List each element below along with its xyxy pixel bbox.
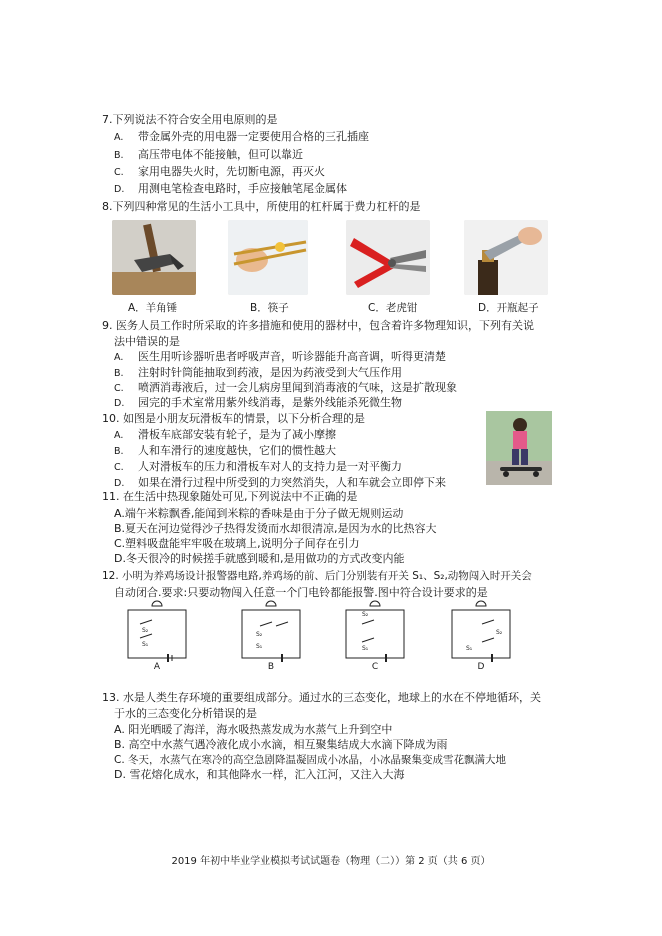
- scooter-child-image: [486, 411, 552, 485]
- q7-option-c: C. 家用电器失火时，先切断电源，再灭火: [114, 165, 325, 178]
- q11-option-a: A.端午米粽飘香,能闻到米粽的香味是由于分子做无规则运动: [114, 507, 404, 520]
- q8-caption-b: B．筷子: [250, 302, 289, 314]
- q11-option-c: C.塑料吸盘能牢牢吸在玻璃上,说明分子间存在引力: [114, 537, 360, 550]
- q10-stem: 10. 如图是小朋友玩滑板车的情景，以下分析合理的是: [102, 412, 365, 425]
- q12-stem-line1: 12. 小明为养鸡场设计报警器电路,养鸡场的前、后门分别装有开关 S₁、S₂,动物闯入时开关会: [102, 570, 532, 582]
- circuit-b-s2: S₂: [256, 631, 263, 638]
- circuit-a-s1: S₁: [142, 641, 149, 648]
- circuit-d-label: D: [477, 662, 485, 672]
- page-footer: 2019 年初中毕业学业模拟考试试题卷（物理（二））第 2 页（共 6 页）: [171, 856, 491, 867]
- circuit-a-label: A: [153, 662, 161, 672]
- q9-option-b: B. 注射时针筒能抽取到药液，是因为药液受到大气压作用: [114, 366, 402, 379]
- circuit-c-s2: S₂: [362, 611, 369, 618]
- q10-option-b: B. 人和车滑行的速度越快，它们的惯性越大: [114, 444, 336, 457]
- circuit-b: [236, 600, 306, 678]
- q11-stem: 11. 在生活中热现象随处可见,下列说法中不正确的是: [102, 490, 358, 503]
- q7-option-a: A. 带金属外壳的用电器一定要使用合格的三孔插座: [114, 130, 369, 143]
- q9-option-d: D. 园完的手术室常用紫外线消毒，是紫外线能杀死微生物: [114, 396, 402, 409]
- q13-option-d: D. 雪花熔化成水，和其他降水一样，汇入江河，又注入大海: [114, 768, 405, 781]
- circuit-b-label: B: [267, 662, 275, 672]
- circuit-b-s1: S₁: [256, 643, 263, 650]
- q12-stem-line2: 自动闭合.要求:只要动物闯入任意一个门电铃都能报警.图中符合设计要求的是: [114, 586, 488, 599]
- circuit-a-s2: S₂: [142, 627, 149, 634]
- circuit-d-s1: S₁: [466, 645, 473, 652]
- q13-option-c: C. 冬天，水蒸气在寒冷的高空急剧降温凝固成小冰晶，小冰晶聚集变成雪花飘满大地: [114, 754, 507, 766]
- chopsticks-image: [228, 220, 308, 295]
- q7-option-d: D. 用测电笔检查电路时，手应接触笔尾金属体: [114, 182, 347, 195]
- q10-option-d: D. 如果在滑行过程中所受到的力突然消失，人和车就会立即停下来: [114, 476, 446, 489]
- q11-option-b: B.夏天在河边觉得沙子热得发烫而水却很清凉,是因为水的比热容大: [114, 522, 437, 535]
- q8-stem: 8.下列四种常见的生活小工具中，所使用的杠杆属于费力杠杆的是: [102, 200, 421, 213]
- circuit-c-label: C: [371, 662, 379, 672]
- bottle-opener-image: [464, 220, 548, 295]
- q7-option-b: B. 高压带电体不能接触，但可以靠近: [114, 148, 303, 161]
- circuit-d-s2: S₂: [496, 629, 503, 636]
- q10-option-a: A. 滑板车底部安装有轮子，是为了减小摩擦: [114, 428, 336, 441]
- q13-stem-line2: 于水的三态变化分析错误的是: [114, 707, 257, 720]
- q10-option-c: C. 人对滑板车的压力和滑板车对人的支持力是一对平衡力: [114, 460, 402, 473]
- circuit-c-s1: S₁: [362, 645, 369, 652]
- q9-stem-line1: 9. 医务人员工作时所采取的许多措施和使用的器材中，包含着许多物理知识，下列有关说: [102, 319, 534, 332]
- circuit-c: [340, 600, 410, 678]
- q8-caption-c: C．老虎钳: [368, 302, 418, 314]
- pliers-image: [346, 220, 430, 295]
- circuit-d: [446, 600, 516, 678]
- q13-option-a: A. 阳光晒暖了海洋，海水吸热蒸发成为水蒸气上升到空中: [114, 723, 393, 736]
- q8-caption-a: A．羊角锤: [128, 302, 178, 314]
- q13-stem-line1: 13. 水是人类生存环境的重要组成部分。通过水的三态变化，地球上的水在不停地循环，关: [102, 691, 541, 704]
- q9-stem-line2: 法中错误的是: [114, 335, 180, 348]
- circuit-a: [122, 600, 192, 678]
- q7-stem: 7.下列说法不符合安全用电原则的是: [102, 113, 278, 126]
- q11-option-d: D.冬天很冷的时候搓手就感到暖和,是用做功的方式改变内能: [114, 552, 405, 565]
- hammer-image: [112, 220, 196, 295]
- q9-option-c: C. 喷洒消毒液后，过一会儿病房里闻到消毒液的气味，这是扩散现象: [114, 381, 457, 394]
- q9-option-a: A. 医生用听诊器听患者呼吸声音，听诊器能升高音调，听得更清楚: [114, 350, 446, 363]
- q13-option-b: B. 高空中水蒸气遇冷液化成小水滴，相互聚集结成大水滴下降成为雨: [114, 738, 448, 751]
- q8-caption-d: D．开瓶起子: [478, 302, 539, 314]
